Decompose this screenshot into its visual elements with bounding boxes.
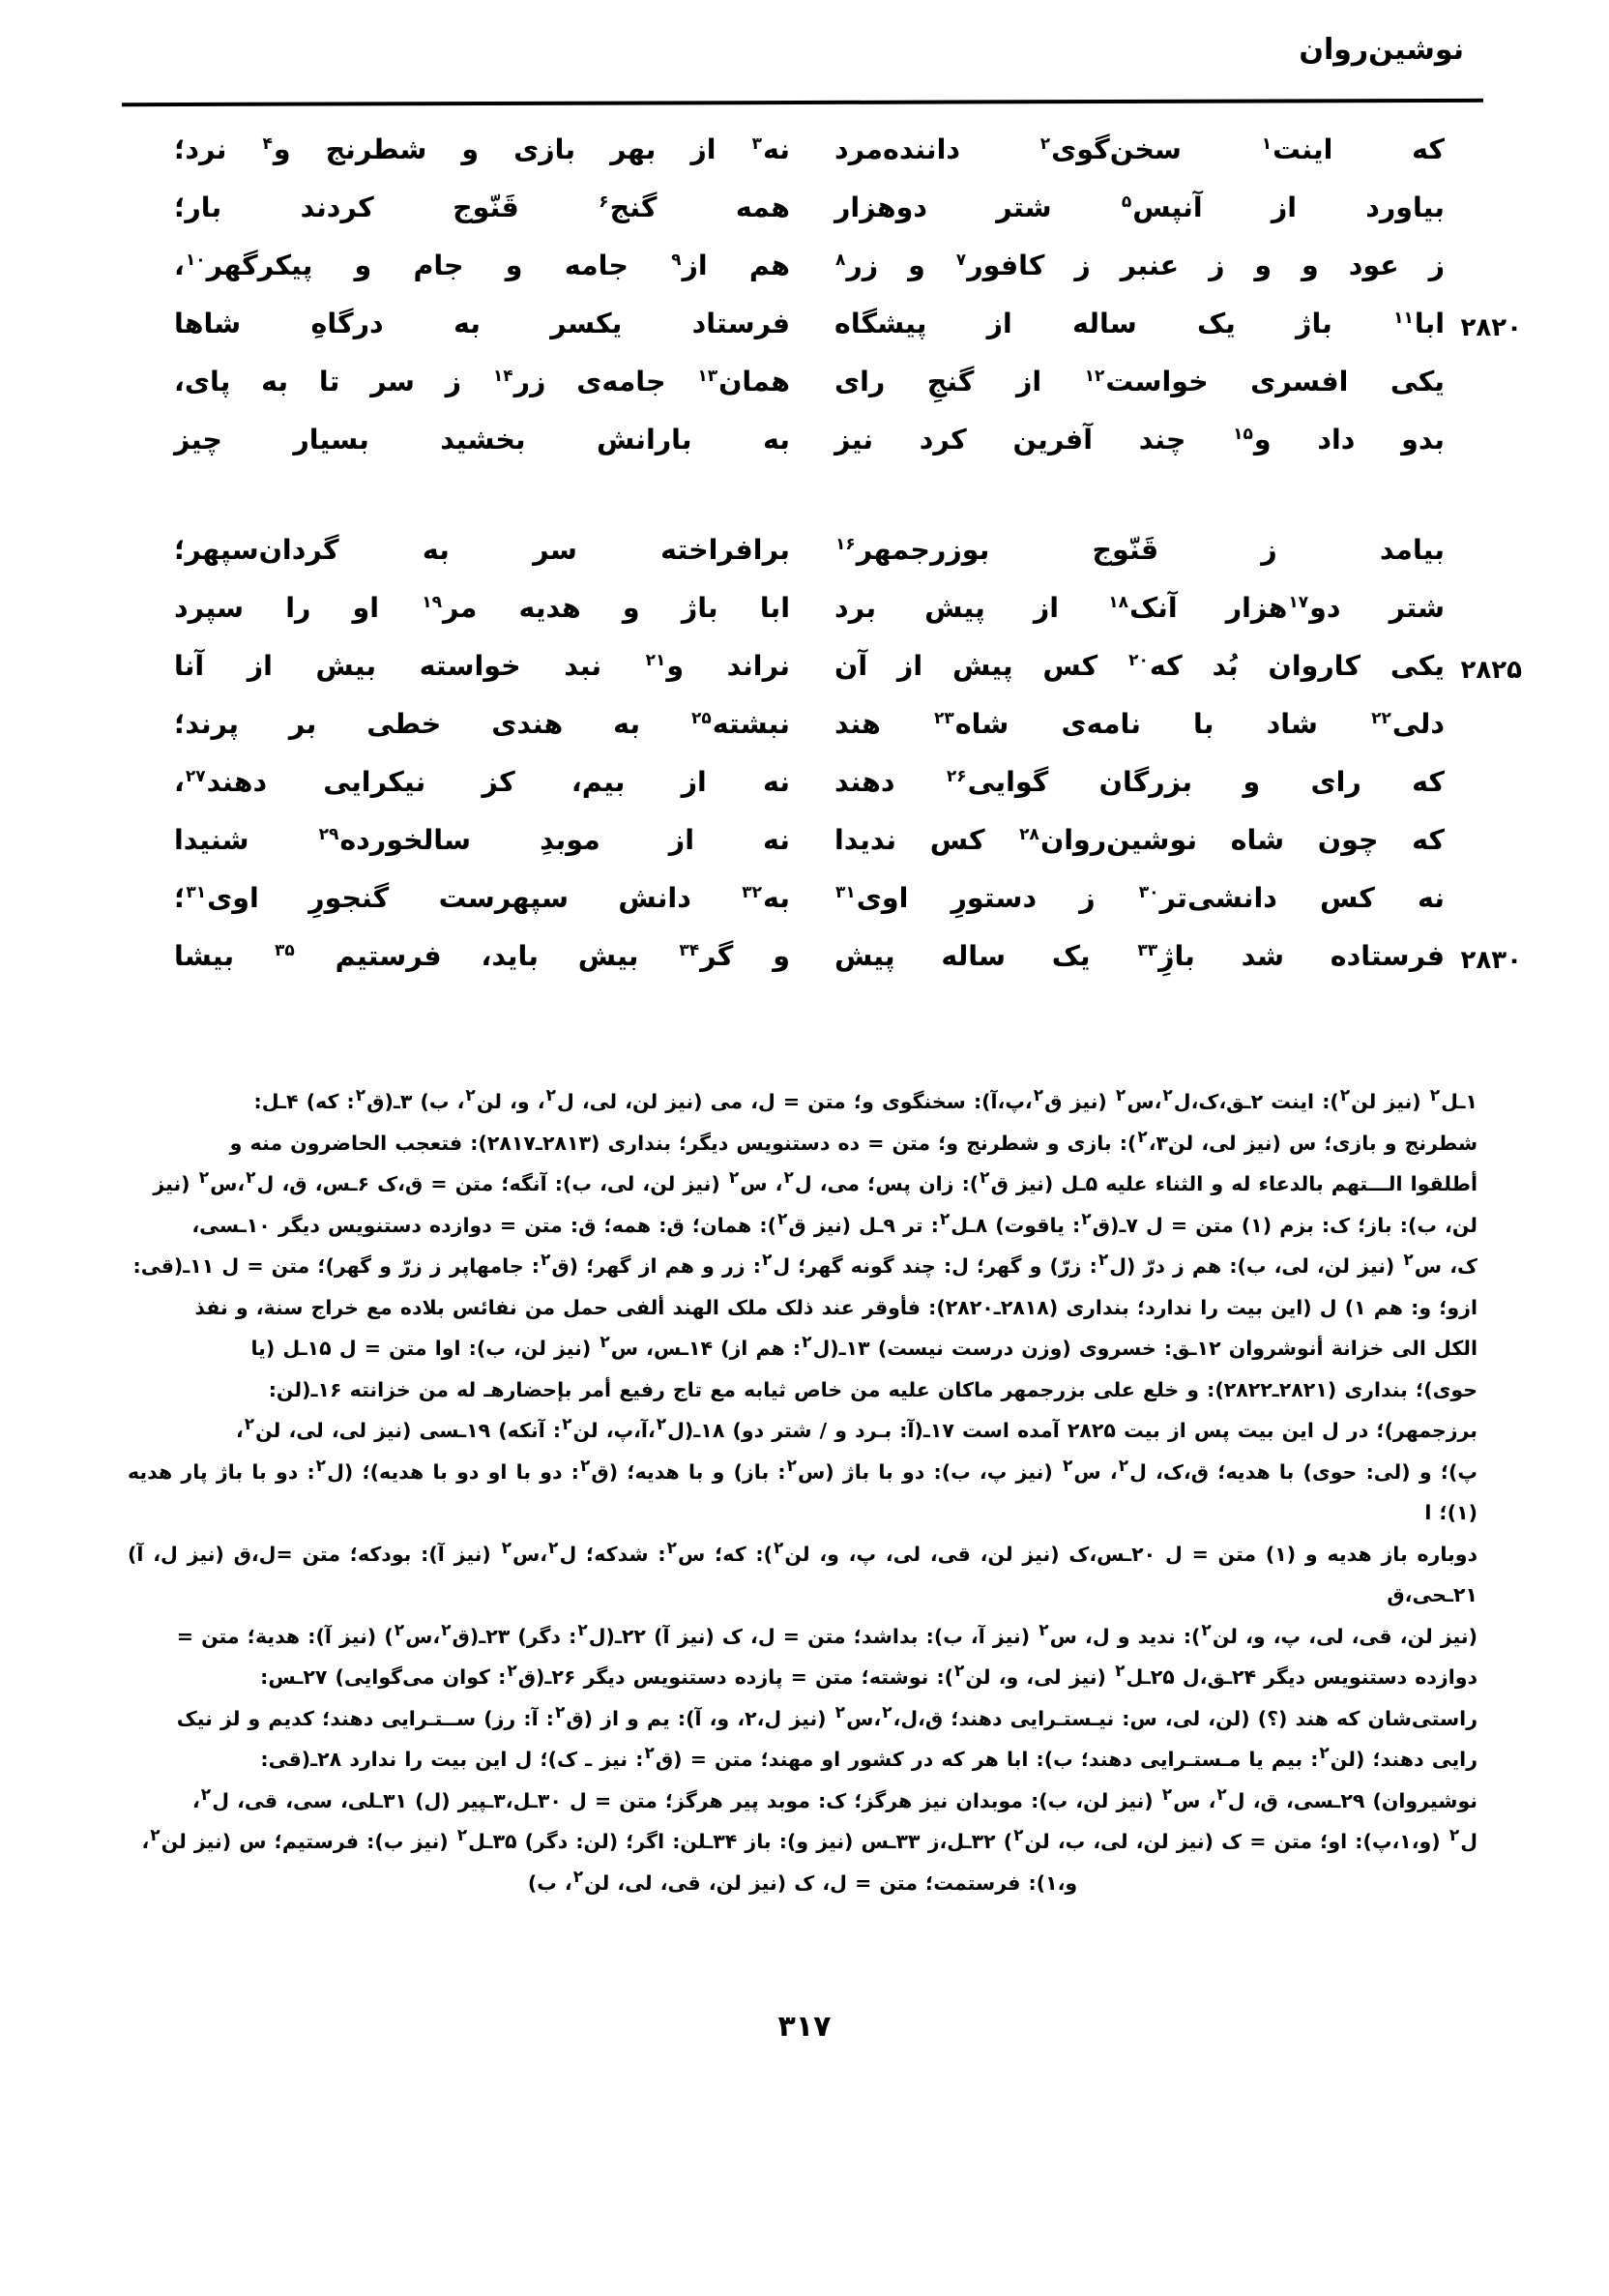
verse-line — [174, 940, 1522, 998]
hemistich-right: که چون شاه نوشین‌روان$^{۲۸}$ کس ندیدا — [834, 824, 1445, 856]
hemistich-right: بیاورد از آنپس$^۵$ شتر دوهزار — [834, 191, 1445, 223]
hemistich-right: بدو داد و$^{۱۵}$ چند آفرین کرد نیز — [834, 424, 1445, 456]
hemistich-left: نراند و$^{۲۱}$ نبد خواسته بیش از آنا — [174, 650, 790, 682]
apparatus-line: ۱ـل$^۲$ (نیز لن$^۲$): اینت ۲ـق،ک،ل$^۲$،س$^۲$ (نیز ق$^۲$،پ،آ): سخنگوی و؛ متن = ل، می (نیز لن، لی، ل$^۲$، و، لن$^۲$، ب) ۳ـ(ق$^۲$: که) ۴ـل: — [253, 1086, 1477, 1113]
apparatus-line: و،۱): فرستمت؛ متن = ل، ک (نیز لن، قی، لی، لن$^۲$، ب) — [527, 1867, 1078, 1895]
hemistich-left: نبشته$^{۲۵}$ به هندی خطی بر پرند؛ — [174, 708, 790, 740]
hemistich-right: که رای و بزرگان گوایی$^{۲۶}$ دهند — [834, 766, 1445, 798]
verse-line — [174, 424, 1445, 482]
apparatus-line: أطلقوا الـــتهم بالدعاء له و الثناء علیه ۵ـل (نیز ق$^۲$): زان پس؛ می، ل$^۲$، س$^۲$ (نیز لن، لی، ب): آنگه؛ متن = ق،ک ۶ـس، ق، ل$^۲$،س$^۲$ (نیز — [153, 1168, 1477, 1195]
apparatus-line: شطرنج و بازی؛ س (نیز لی، لن$^۲$،۳): بازی و شطرنج و؛ متن = ده دستنویس دیگر؛ بنداری (۲۸۱۳ـ۲۸۱۷): فتعجب الحاضرون منه و — [229, 1127, 1477, 1155]
apparatus-line: لن، ب): باز؛ ک: بزم (۱) متن = ل ۷ـ(ق$^۲$: یاقوت) ۸ـل$^۲$: تر ۹ـل (نیز ق$^۲$): همان؛ ق: همه؛ ق: متن = دوازده دستنویس دیگر ۱۰ـسی، — [191, 1209, 1477, 1237]
hemistich-left: فرستاد یکسر به درگاهِ شاها — [174, 308, 790, 339]
verse-line — [174, 766, 1445, 824]
page-number: ۳۱۷ — [777, 2010, 832, 2044]
hemistich-left: هم از$^۹$ جامه و جام و پیکرگهر$^{۱۰}$، — [174, 250, 790, 281]
hemistich-left: ابا باژ و هدیه مر$^{۱۹}$ او را سپرد — [174, 592, 790, 624]
hemistich-right: که اینت$^۱$ سخن‌گوی$^۲$ داننده‌مرد — [834, 133, 1445, 165]
verse-area — [174, 133, 1522, 1050]
hemistich-right: ابا$^{۱۱}$ باژ یک ساله از پیشگاه — [834, 308, 1445, 339]
hemistich-left: نه از بیم، کز نیکرایی دهند$^{۲۷}$، — [174, 766, 790, 798]
hemistich-right: یکی افسری خواست$^{۱۲}$ از گنجِ رای — [834, 366, 1445, 397]
apparatus-line: ازو؛ و: هم ۱) ل (این بیت را ندارد؛ بنداری (۲۸۱۸ـ۲۸۲۰): فأوقر عند ذلک ملک الهند ألفی حمل من نفائس بلاده مع خراج سنة، و نفذ — [194, 1295, 1477, 1319]
running-head: نوشین‌روان — [1299, 33, 1464, 67]
apparatus-line: ک، س$^۲$ (نیز لن، لی، ب): هم ز درّ (ل$^۲$: زرّ) و گهر؛ ل: چند گونه گهر؛ ل$^۲$: زر و هم از گهر؛ (ق$^۲$: جامهاپر ز زرّ و گهر)؛ متن = ل ۱۱ـ(قی: — [132, 1251, 1477, 1278]
apparatus-line: رایی دهند؛ (لن$^۲$: بیم یا مـستـرایی دهند؛ ب): ابا هر که در کشور او مهند؛ متن = (ق$^۲$: نیز ـ ک)؛ ل این بیت را ندارد ۲۸ـ(قی: — [260, 1744, 1477, 1771]
header-rule — [122, 99, 1483, 106]
apparatus-line: راستی‌شان که هند (؟) (لن، لی، س: نیـستـرایی دهند؛ ق،ل،$^۲$،س$^۲$ (نیز ل،۲، و، آ): یم و از (ق$^۲$: آ: رز) ســتـرایی دهند؛ کدیم و لز نیک — [176, 1702, 1477, 1730]
hemistich-left: به بارانش بخشید بسیار چیز — [174, 424, 790, 456]
hemistich-left: همه گنج$^۶$ قَنّوج کردند بار؛ — [174, 191, 790, 223]
hemistich-right: بیامد ز قَنّوج بوزرجمهر$^{۱۶}$ — [835, 534, 1445, 566]
verse-line — [174, 534, 1445, 592]
verse-line — [174, 191, 1445, 250]
hemistich-left: برافراخته سر به گردان‌سپهر؛ — [174, 534, 790, 566]
apparatus-line: (نیز لن، قی، لی، پ، و، لن$^۲$): ندید و ل، س$^۲$ (نیز آ، ب): بداشد؛ متن = ل، ک (نیز آ) ۲۲ـ(ل$^۲$: دگر) ۲۳ـ(ق$^۲$،س$^۲$) (نیز آ): هدیة؛ متن = — [176, 1620, 1477, 1648]
verse-line — [174, 366, 1445, 424]
hemistich-right: یکی کاروان بُد که$^{۲۰}$ کس پیش از آن — [834, 650, 1445, 682]
verse-line — [174, 824, 1445, 882]
apparatus-line: الکل الی خزانة أنوشروان ۱۲ـق: خسروی (وزن درست نیست) ۱۳ـ(ل$^۲$: هم از) ۱۴ـس، س$^۲$ (نیز لن، ب): اوا متن = ل ۱۵ـل (یا — [250, 1333, 1477, 1360]
verse-line — [174, 882, 1445, 940]
hemistich-right: شتر دو$^{۱۷}$هزار آنک$^{۱۸}$ از پیش برد — [834, 592, 1445, 624]
apparatus-line: ل$^۲$ (و،۱،پ): او؛ متن = ک (نیز لن، لی، ب، لن$^۲$) ۳۲ـل،ز ۳۳ـس (نیز و): باز ۳۴ـلن: اگر؛ (لن: دگر) ۳۵ـل$^۲$ (نیز ب): فرستیم؛ س (نیز لن$^۲$، — [141, 1826, 1477, 1853]
hemistich-left: همان$^{۱۳}$ جامه‌ی زر$^{۱۴}$ ز سر تا به پای، — [174, 366, 791, 397]
hemistich-right: نه کس دانشی‌تر$^{۳۰}$ ز دستورِ اوی$^{۳۱}$ — [835, 882, 1445, 914]
verse-number: ۲۸۲۰ — [1460, 313, 1522, 342]
hemistich-right: ز عود و و ز عنبر ز کافور$^۷$ و زر$^۸$ — [835, 250, 1446, 281]
verse-number: ۲۸۲۵ — [1460, 656, 1522, 685]
apparatus-line: نوشیروان) ۲۹ـسی، ق، ل$^۲$، س$^۲$ (نیز لن، ب): موبدان نیز هرگز؛ ک: موبد پیر هرگز؛ متن = ل ۳۰ـل،۳ـپیر (ل) ۳۱ـلی، سی، قی، ل$^۲$، — [192, 1784, 1477, 1812]
verse-line — [174, 133, 1445, 191]
hemistich-right: فرستاده شد باژِ$^{۳۳}$ یک ساله پیش — [834, 940, 1445, 972]
verse-line — [174, 308, 1522, 366]
verse-line — [174, 650, 1522, 708]
apparatus-line: پ)؛ و (لی: حوی) با هدیه؛ ق،ک، ل$^۲$، س$^۲$ (نیز پ، ب): دو با باژ (س$^۲$: باز) و با هدیه؛ (ق$^۲$: دو با او دو با هدیه)؛ (ل$^۲$: دو با باژ پار هدیه (۱)؛ ا — [128, 1456, 1477, 1524]
verse-line — [174, 250, 1445, 308]
verse-number: ۲۸۳۰ — [1460, 946, 1522, 975]
hemistich-right: دلی$^{۲۲}$ شاد با نامه‌ی شاه$^{۲۳}$ هند — [834, 708, 1446, 740]
apparatus-line: حوی)؛ بنداری (۲۸۲۱ـ۲۸۲۲): و خلع علی بزرجمهر ماکان علیه من خاص ثیابه مع تاج رفیع أمر بإحضارهـ له من خزانته ۱۶ـ(لن: — [268, 1377, 1477, 1401]
hemistich-left: نه$^۳$ از بهر بازی و شطرنج و$^۴$ نرد؛ — [174, 133, 790, 165]
hemistich-left: و گر$^{۳۴}$ بیش باید، فرستیم $^{۳۵}$ بیشا — [174, 940, 790, 972]
apparatus-line: برزجمهر)؛ در ل این بیت پس از بیت ۲۸۲۵ آمده است ۱۷ـ(آ: بـرد و / شتر دو) ۱۸ـ(ل$^۲$،آ،پ، لن$^۲$: آنکه) ۱۹ـسی (نیز لی، لی، لن$^۲$، — [235, 1415, 1477, 1442]
critical-apparatus — [128, 1081, 1477, 1903]
apparatus-line: دوباره باز هدیه و (۱) متن = ل ۲۰ـس،ک (نیز لن، قی، لی، پ، و، لن$^۲$): که؛ س$^۲$: شدکه؛ ل$^۲$،س$^۲$ (نیز آ): بودکه؛ متن =ل،ق (نیز ل، آ) ۲۱ـحی،ق — [128, 1538, 1478, 1606]
verse-line — [174, 592, 1445, 650]
hemistich-left: به$^{۳۲}$ دانش سپهرست گنجورِ اوی$^{۳۱}$؛ — [174, 882, 790, 914]
hemistich-left: نه از موبدِ سالخورده$^{۲۹}$ شنیدا — [174, 824, 790, 856]
verse-line — [174, 708, 1445, 766]
stanza-2 — [174, 534, 1522, 998]
stanza-1 — [174, 133, 1522, 482]
apparatus-line: دوازده دستنویس دیگر ۲۴ـق،ل ۲۵ـل$^۲$ (نیز لی، و، لن$^۲$): نوشته؛ متن = پازده دستنویس دیگر ۲۶ـ(ق$^۲$: کوان می‌گوایی) ۲۷ـس: — [260, 1662, 1477, 1689]
